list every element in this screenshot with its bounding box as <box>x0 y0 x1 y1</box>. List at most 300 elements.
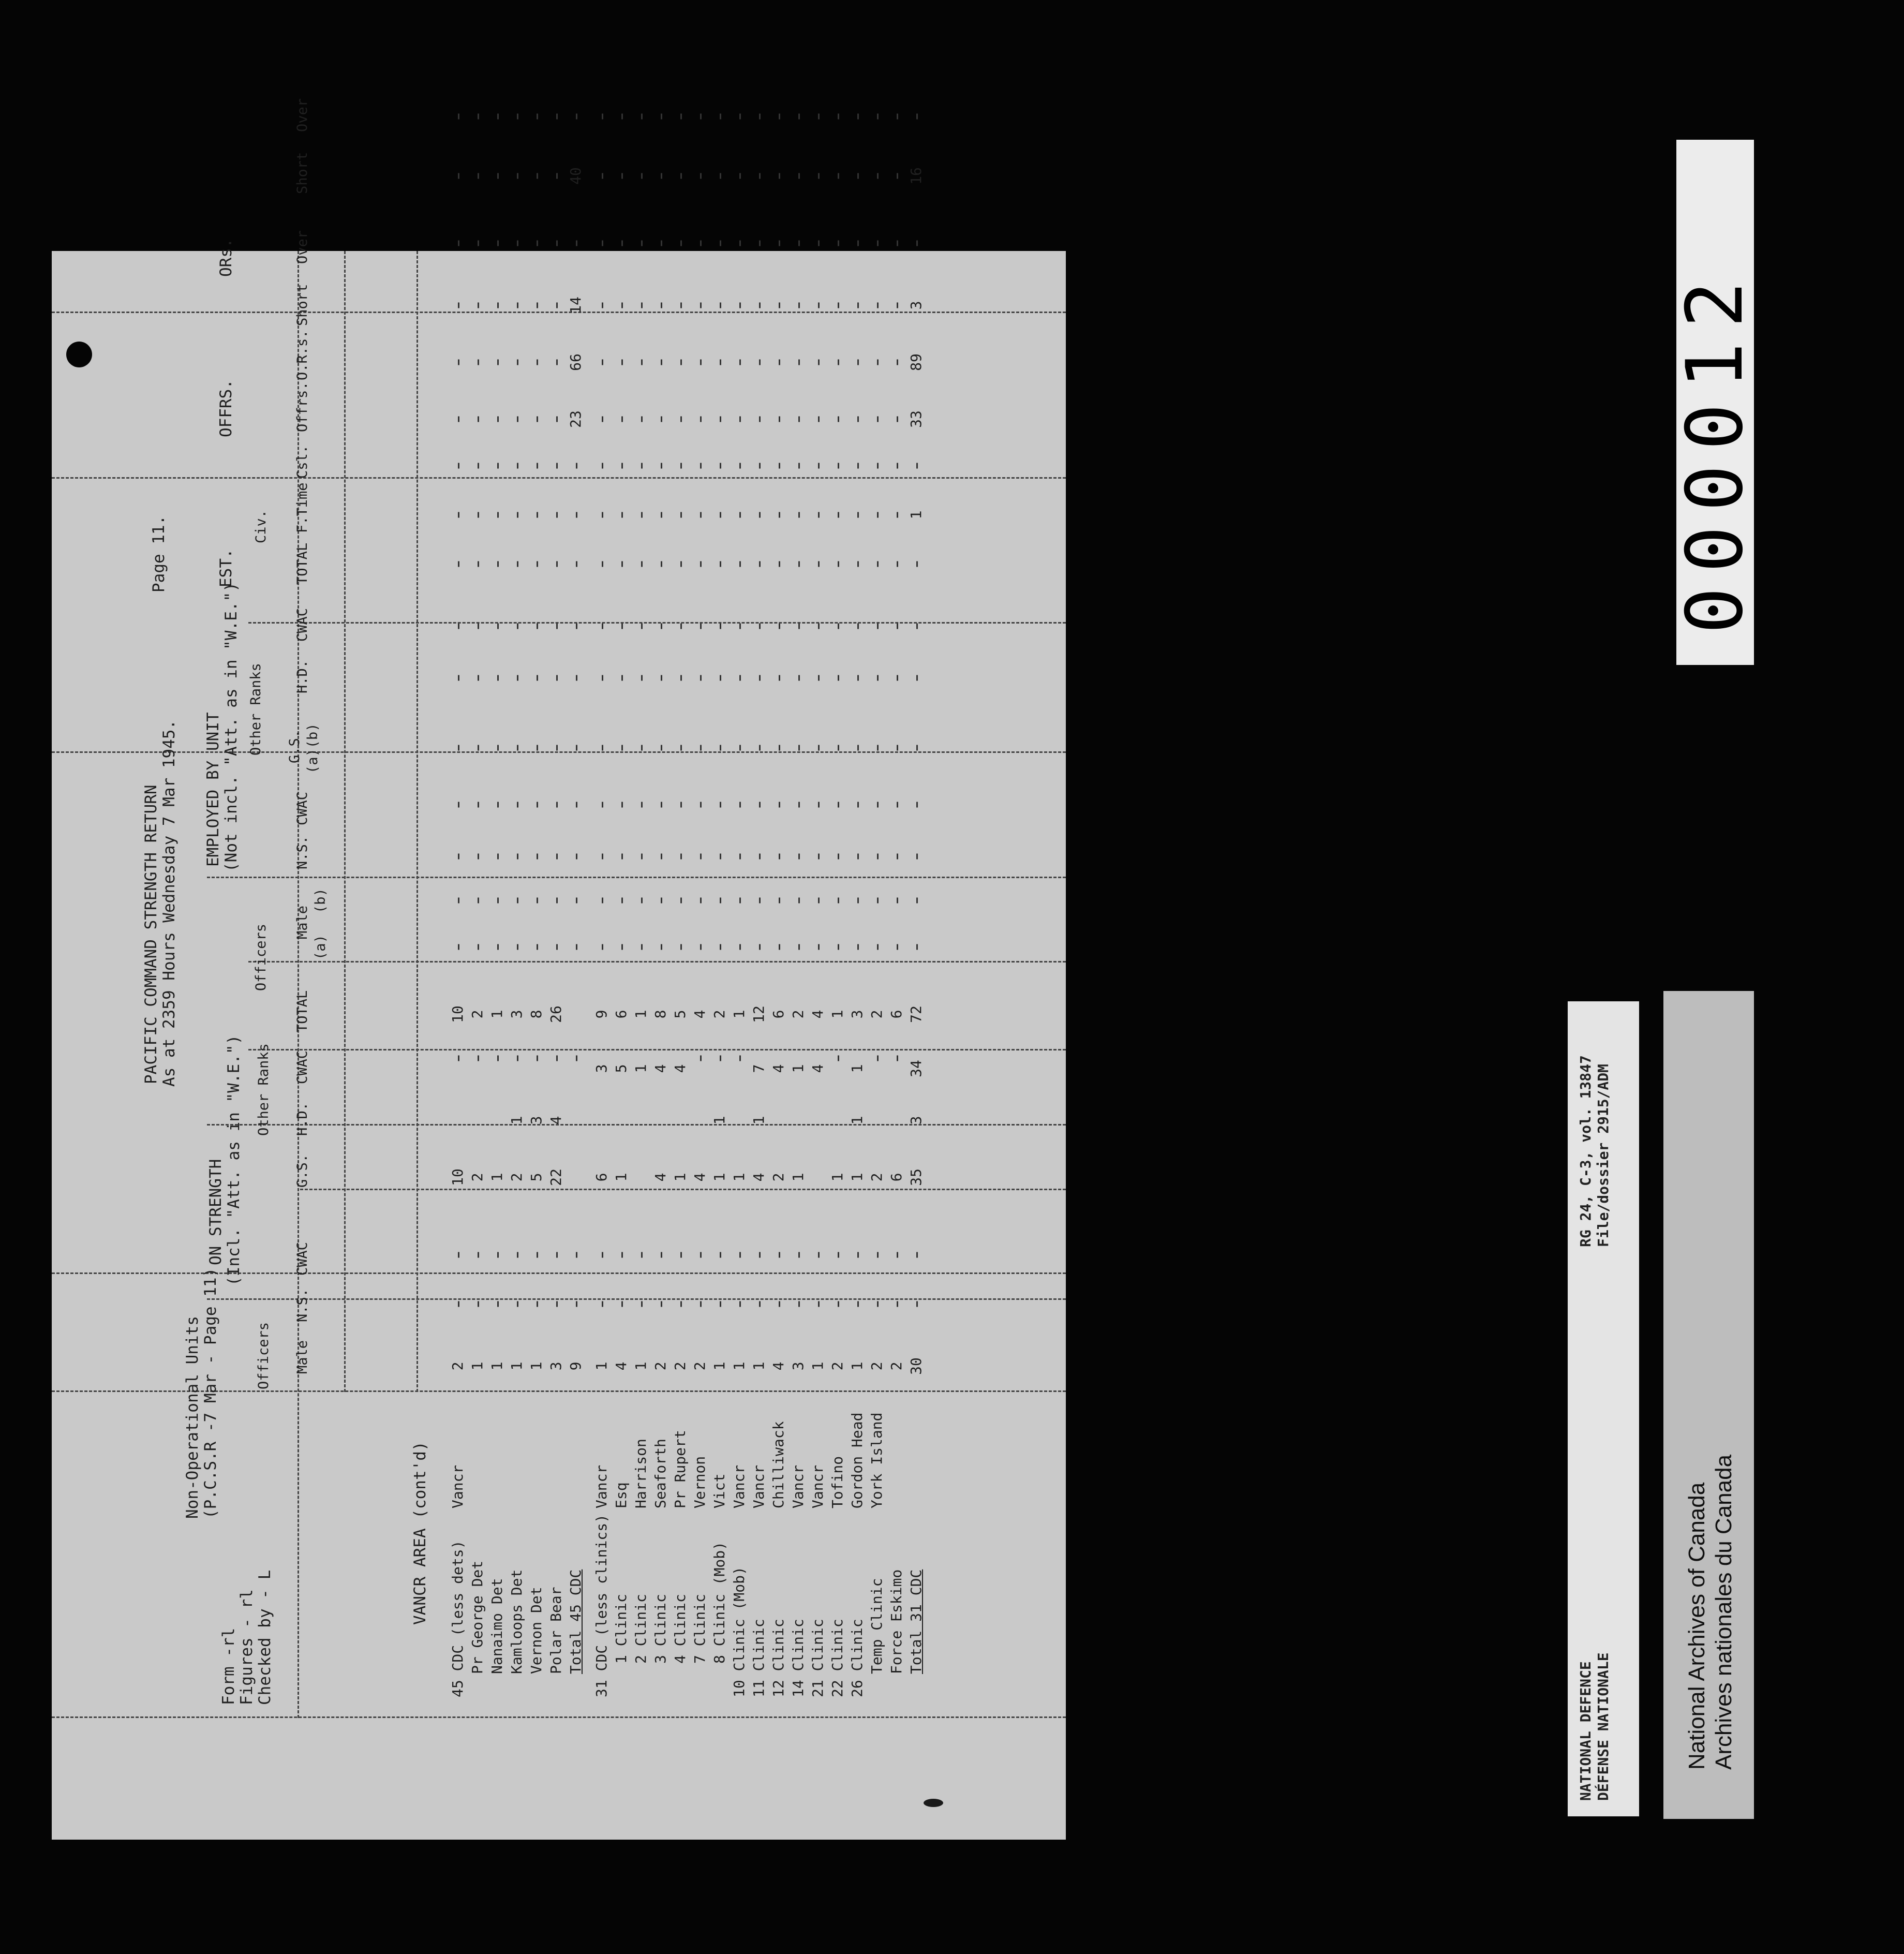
officers-subheader: Officers <box>256 1322 272 1389</box>
nil-mark <box>830 1252 845 1258</box>
nil-mark <box>732 898 747 904</box>
nil-mark <box>810 241 826 246</box>
nil-mark <box>692 241 708 246</box>
location: Harrison <box>632 1439 649 1508</box>
location: Vancr <box>449 1464 466 1508</box>
cell-gs: 2 <box>770 1173 787 1182</box>
nil-mark <box>594 241 609 246</box>
nil-mark <box>470 675 485 681</box>
nil-mark <box>732 1301 747 1307</box>
nil-mark <box>732 360 747 365</box>
unit-name: Force Eskimo <box>888 1569 905 1674</box>
nil-mark <box>889 745 904 751</box>
nil-mark <box>614 854 629 860</box>
nil-mark <box>791 360 806 365</box>
nil-mark <box>548 1056 564 1061</box>
nil-mark <box>692 675 708 681</box>
nil-mark <box>470 417 485 422</box>
offrs-header: OFFRS. <box>217 379 235 437</box>
table-row <box>509 251 525 1840</box>
nil-mark <box>771 944 786 950</box>
nil-mark <box>489 512 505 518</box>
nil-mark <box>529 173 544 179</box>
document-subtitle: As at 2359 Hours Wednesday 7 Mar 1945. <box>160 719 178 1087</box>
nil-mark <box>489 624 505 629</box>
cell-gs: 4 <box>691 1173 708 1182</box>
nil-mark <box>529 360 544 365</box>
nil-mark <box>751 173 767 179</box>
nil-mark <box>771 417 786 422</box>
nil-mark <box>791 114 806 120</box>
nil-mark <box>489 802 505 808</box>
cell-gs: 5 <box>528 1173 545 1182</box>
nil-mark <box>712 745 727 751</box>
location: York Island <box>868 1412 885 1508</box>
nil-mark <box>830 561 845 567</box>
nil-mark <box>614 114 629 120</box>
cell-male: 1 <box>809 1361 826 1371</box>
col-ns: N.S. <box>294 1288 310 1322</box>
nil-mark <box>529 745 544 751</box>
nil-mark <box>633 944 649 950</box>
nil-mark <box>594 944 609 950</box>
nil-mark <box>732 463 747 469</box>
nil-mark <box>830 303 845 308</box>
nil-mark <box>869 561 885 567</box>
nil-mark <box>830 802 845 808</box>
unit-name: Total 45 CDC <box>567 1569 584 1674</box>
col-a: (a) <box>313 935 329 960</box>
nil-mark <box>594 802 609 808</box>
col-gs: G.S. <box>287 729 303 763</box>
nil-mark <box>509 241 525 246</box>
nil-mark <box>810 944 826 950</box>
cell-gs: 1 <box>849 1173 866 1182</box>
nil-mark <box>751 1252 767 1258</box>
nil-mark <box>470 241 485 246</box>
nil-mark <box>470 745 485 751</box>
nil-mark <box>909 898 924 904</box>
nil-mark <box>653 624 668 629</box>
cell-cwac: 4 <box>770 1064 787 1073</box>
nil-mark <box>509 624 525 629</box>
table-row <box>771 251 786 1840</box>
cell-total: 26 <box>547 1005 564 1023</box>
nil-mark <box>732 745 747 751</box>
nil-mark <box>751 360 767 365</box>
nil-mark <box>568 561 584 567</box>
ref-label-line1: RG 24, C-3, vol. 13847 <box>1577 1055 1594 1247</box>
nil-mark <box>810 898 826 904</box>
nil-mark <box>509 303 525 308</box>
nil-mark <box>653 802 668 808</box>
nil-mark <box>712 241 727 246</box>
nil-mark <box>810 417 826 422</box>
nil-mark <box>830 1056 845 1061</box>
nil-mark <box>509 417 525 422</box>
nil-mark <box>653 1301 668 1307</box>
cell-hd: 1 <box>711 1116 728 1125</box>
nil-mark <box>869 241 885 246</box>
nil-mark <box>673 417 688 422</box>
nil-mark <box>830 512 845 518</box>
cell-total: 3 <box>849 1010 866 1019</box>
nil-mark <box>889 417 904 422</box>
unit-name: 3 Clinic <box>652 1594 669 1664</box>
cell-gs: 6 <box>888 1173 905 1182</box>
cell-total: 9 <box>593 1010 610 1019</box>
location: Vancr <box>750 1464 767 1508</box>
form-note: Checked by - L <box>256 1570 274 1705</box>
nil-mark <box>810 624 826 629</box>
nil-mark <box>791 303 806 308</box>
nil-mark <box>489 561 505 567</box>
table-row <box>692 251 708 1840</box>
nil-mark <box>594 745 609 751</box>
table-row <box>673 251 688 1840</box>
nil-mark <box>529 241 544 246</box>
cell-gs: 6 <box>593 1173 610 1182</box>
page-number: Page 11. <box>150 515 168 593</box>
nil-mark <box>830 745 845 751</box>
nil-mark <box>830 173 845 179</box>
nil-mark <box>692 173 708 179</box>
nil-mark <box>909 675 924 681</box>
nil-mark <box>909 944 924 950</box>
nil-mark <box>614 675 629 681</box>
col-offrs-short: Short <box>294 284 310 326</box>
location: Vancr <box>593 1464 610 1508</box>
location: Pr Rupert <box>672 1430 689 1508</box>
table-row <box>529 251 544 1840</box>
location: Tofino <box>829 1456 846 1508</box>
nil-mark <box>633 173 649 179</box>
employed-note: (Not incl. "Att. as in "W.E.") <box>222 582 241 872</box>
nil-mark <box>830 944 845 950</box>
cell-total: 1 <box>731 1010 748 1019</box>
nil-mark <box>771 675 786 681</box>
cell-male: 4 <box>613 1361 630 1371</box>
nil-mark <box>509 173 525 179</box>
frame-number-label <box>1670 140 1760 665</box>
nil-mark <box>548 675 564 681</box>
nil-mark <box>509 512 525 518</box>
nil-mark <box>771 745 786 751</box>
nil-mark <box>751 802 767 808</box>
cell-male: 4 <box>770 1361 787 1371</box>
nil-mark <box>850 303 865 308</box>
nac-label-line1: National Archives of Canada <box>1684 1482 1709 1770</box>
nil-mark <box>529 802 544 808</box>
nil-mark <box>692 898 708 904</box>
cell-male: 2 <box>652 1361 669 1371</box>
nil-mark <box>869 463 885 469</box>
total-row <box>567 167 584 1840</box>
archive-reference-label <box>1568 1001 1639 1816</box>
nil-mark <box>712 675 727 681</box>
cell-total: 1 <box>632 1010 649 1019</box>
cell-gs: 2 <box>469 1173 486 1182</box>
nil-mark <box>869 173 885 179</box>
nil-mark <box>889 561 904 567</box>
nil-mark <box>450 360 466 365</box>
col-b: (b) <box>313 888 329 913</box>
nil-mark <box>869 745 885 751</box>
cell-male: 1 <box>849 1361 866 1371</box>
nil-mark <box>889 675 904 681</box>
nil-mark <box>673 561 688 567</box>
nil-mark <box>489 417 505 422</box>
cell-est-offrs: 23 <box>567 410 584 428</box>
nil-mark <box>633 854 649 860</box>
nil-mark <box>614 1252 629 1258</box>
nil-mark <box>850 561 865 567</box>
nil-mark <box>712 802 727 808</box>
nil-mark <box>771 1252 786 1258</box>
cell-total: 2 <box>868 1010 885 1019</box>
nil-mark <box>732 303 747 308</box>
nil-mark <box>771 303 786 308</box>
nil-mark <box>869 944 885 950</box>
cell-hd: 3 <box>908 1116 925 1125</box>
header-divider <box>416 251 418 1392</box>
nil-mark <box>489 898 505 904</box>
nil-mark <box>810 463 826 469</box>
nil-mark <box>653 745 668 751</box>
cell-gs: 2 <box>868 1173 885 1182</box>
nil-mark <box>450 944 466 950</box>
nil-mark <box>509 1301 525 1307</box>
nil-mark <box>771 854 786 860</box>
nil-mark <box>633 561 649 567</box>
nil-mark <box>673 241 688 246</box>
nil-mark <box>830 1301 845 1307</box>
table-row <box>548 251 564 1840</box>
nil-mark <box>732 417 747 422</box>
cell-gs: 4 <box>750 1173 767 1182</box>
nil-mark <box>529 512 544 518</box>
cell-cwac: 4 <box>672 1064 689 1073</box>
nil-mark <box>751 898 767 904</box>
nil-mark <box>548 463 564 469</box>
nil-mark <box>850 114 865 120</box>
nil-mark <box>889 463 904 469</box>
nil-mark <box>869 1252 885 1258</box>
nil-mark <box>509 675 525 681</box>
nil-mark <box>470 898 485 904</box>
nil-mark <box>810 1252 826 1258</box>
nil-mark <box>470 1301 485 1307</box>
nil-mark <box>568 463 584 469</box>
nil-mark <box>692 360 708 365</box>
nil-mark <box>509 745 525 751</box>
nil-mark <box>470 561 485 567</box>
nil-mark <box>771 463 786 469</box>
nil-mark <box>633 898 649 904</box>
nil-mark <box>850 854 865 860</box>
nil-mark <box>450 114 466 120</box>
nil-mark <box>712 944 727 950</box>
cell-male: 2 <box>449 1361 466 1371</box>
cell-male: 1 <box>528 1361 545 1371</box>
nil-mark <box>633 624 649 629</box>
nil-mark <box>633 114 649 120</box>
form-reference: (P.C.S.R -7 Mar - Page 11) <box>201 1267 220 1519</box>
cell-hd: 1 <box>508 1116 525 1125</box>
nil-mark <box>450 1252 466 1258</box>
nil-mark <box>594 463 609 469</box>
cell-total: 6 <box>770 1010 787 1019</box>
col-cwac: CWAC <box>294 1241 310 1276</box>
nil-mark <box>673 745 688 751</box>
series-label: Non-Operational Units <box>183 1316 202 1519</box>
nil-mark <box>850 173 865 179</box>
nil-mark <box>489 745 505 751</box>
nil-mark <box>594 624 609 629</box>
nil-mark <box>568 624 584 629</box>
nil-mark <box>869 854 885 860</box>
cell-gs: 4 <box>652 1173 669 1182</box>
cell-total: 2 <box>469 1010 486 1019</box>
nil-mark <box>633 1252 649 1258</box>
nil-mark <box>771 1301 786 1307</box>
cell-total: 6 <box>613 1010 630 1019</box>
nil-mark <box>614 1301 629 1307</box>
col-ftime: F.Time <box>294 482 310 533</box>
nil-mark <box>450 463 466 469</box>
nil-mark <box>594 675 609 681</box>
nil-mark <box>548 624 564 629</box>
nil-mark <box>548 512 564 518</box>
unit-name: 8 Clinic (Mob) <box>711 1541 728 1664</box>
nil-mark <box>712 303 727 308</box>
nil-mark <box>869 512 885 518</box>
nil-mark <box>509 802 525 808</box>
nil-mark <box>712 360 727 365</box>
cell-hd: 3 <box>528 1116 545 1125</box>
table-row <box>450 251 466 1840</box>
nil-mark <box>450 561 466 567</box>
nd-label-line1: NATIONAL DEFENCE <box>1577 1661 1594 1801</box>
nil-mark <box>830 463 845 469</box>
nil-mark <box>791 675 806 681</box>
nil-mark <box>791 944 806 950</box>
cell-male: 1 <box>488 1361 505 1371</box>
cell-male: 2 <box>868 1361 885 1371</box>
nil-mark <box>850 802 865 808</box>
nil-mark <box>850 745 865 751</box>
nil-mark <box>869 417 885 422</box>
col-total: TOTAL <box>294 990 310 1032</box>
nil-mark <box>850 675 865 681</box>
nil-mark <box>889 898 904 904</box>
frame-number: 000012 <box>1670 267 1760 634</box>
nil-mark <box>489 241 505 246</box>
nil-mark <box>771 360 786 365</box>
nil-mark <box>889 360 904 365</box>
nil-mark <box>653 463 668 469</box>
nil-mark <box>614 241 629 246</box>
nil-mark <box>692 417 708 422</box>
nil-mark <box>614 944 629 950</box>
nil-mark <box>771 173 786 179</box>
table-row <box>712 251 727 1840</box>
nil-mark <box>568 898 584 904</box>
unit-name: 4 Clinic <box>672 1594 689 1664</box>
nil-mark <box>869 675 885 681</box>
table-row <box>653 251 668 1840</box>
table-row <box>791 251 806 1840</box>
nil-mark <box>909 561 924 567</box>
nil-mark <box>791 802 806 808</box>
nil-mark <box>450 417 466 422</box>
nil-mark <box>712 512 727 518</box>
nil-mark <box>509 898 525 904</box>
nil-mark <box>791 173 806 179</box>
nil-mark <box>470 1056 485 1061</box>
nil-mark <box>450 1056 466 1061</box>
document-sheet <box>52 98 1066 1840</box>
col-cwac: CWAC <box>294 1050 310 1084</box>
nil-mark <box>633 417 649 422</box>
cell-ors-short: 16 <box>908 167 925 185</box>
nil-mark <box>810 114 826 120</box>
col-male: Male <box>294 905 310 939</box>
col-offrs-over: Over <box>294 230 310 264</box>
nil-mark <box>751 854 767 860</box>
nil-mark <box>470 802 485 808</box>
cell-offrs-short: 14 <box>567 297 584 314</box>
nil-mark <box>850 1252 865 1258</box>
location: Vancr <box>809 1464 826 1508</box>
nil-mark <box>909 1252 924 1258</box>
nil-mark <box>830 624 845 629</box>
nil-mark <box>712 417 727 422</box>
nil-mark <box>732 173 747 179</box>
nil-mark <box>509 463 525 469</box>
cell-cwac: 1 <box>632 1064 649 1073</box>
form-note: Figures - rl <box>237 1589 256 1705</box>
nil-mark <box>529 561 544 567</box>
nil-mark <box>712 463 727 469</box>
nil-mark <box>548 944 564 950</box>
nil-mark <box>450 745 466 751</box>
unit-name: 7 Clinic <box>691 1594 708 1664</box>
nil-mark <box>751 114 767 120</box>
cell-cwac: 4 <box>652 1064 669 1073</box>
nil-mark <box>594 360 609 365</box>
nil-mark <box>529 898 544 904</box>
nil-mark <box>594 1252 609 1258</box>
cell-est-offrs: 33 <box>908 410 925 428</box>
nil-mark <box>889 854 904 860</box>
location: Seaforth <box>652 1439 669 1508</box>
cell-total: 5 <box>672 1010 689 1019</box>
nil-mark <box>692 463 708 469</box>
cell-cwac: 5 <box>613 1064 630 1073</box>
nil-mark <box>732 675 747 681</box>
location: Chilliwack <box>770 1421 787 1508</box>
nil-mark <box>633 512 649 518</box>
nil-mark <box>751 675 767 681</box>
nil-mark <box>673 675 688 681</box>
nil-mark <box>633 360 649 365</box>
nil-mark <box>692 1252 708 1258</box>
nil-mark <box>450 802 466 808</box>
nil-mark <box>594 898 609 904</box>
nil-mark <box>850 898 865 904</box>
table-row <box>830 251 845 1840</box>
